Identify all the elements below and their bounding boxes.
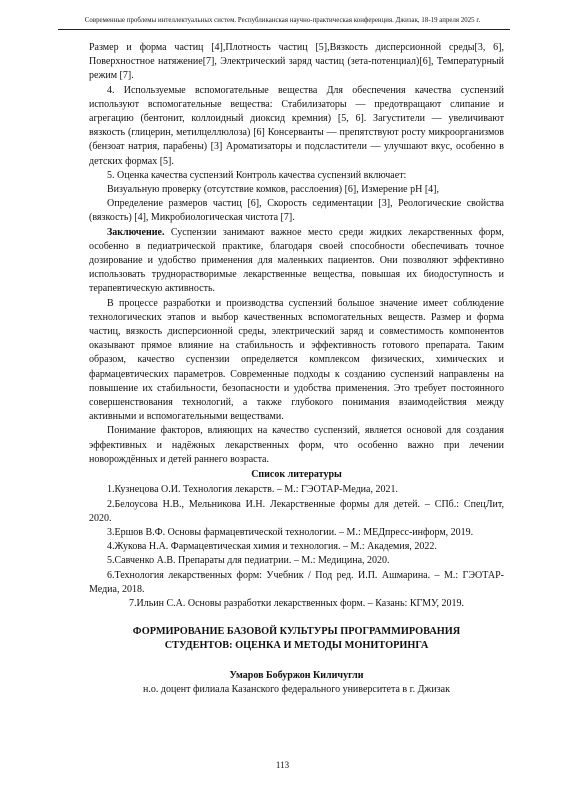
conclusion-paragraph [89, 226, 504, 297]
next-article-title-line: СТУДЕНТОВ: ОЦЕНКА И МЕТОДЫ МОНИТОРИНГА [164, 640, 429, 652]
body-paragraph: Размер и форма частиц [4],Плотность частиц [5],Вязкость дисперсионной среды[3, 6], Поверхностное натяжение[7], Электрический заряд частиц (зета-потенциал)[6], Температурный режим [7]. [89, 42, 504, 82]
running-header: Современные проблемы интеллектуальных систем. Республиканская научно-практическая конференция. Джизак, 18-19 апреля 2025 г. [84, 17, 481, 24]
reference-item: 1.Кузнецова О.И. Технология лекарств. – М.: ГЭОТАР-Медиа, 2021. [107, 484, 398, 496]
references-title: Список литературы [251, 469, 342, 481]
next-article-title-line: ФОРМИРОВАНИЕ БАЗОВОЙ КУЛЬТУРЫ ПРОГРАММИРОВАНИЯ [132, 626, 461, 638]
body-paragraph: Понимание факторов, влияющих на качество суспензий, является основой для создания эффективных и надёжных лекарственных форм, что особенно важно при лечении новорождённых и детей раннего возраста. [89, 425, 504, 465]
conclusion-label: Заключение. [107, 226, 165, 238]
conclusion-text: Суспензии занимают важное место среди жидких лекарственных форм, особенно в педиатрической практике, благодаря своей способности обеспечивать точное дозирование и удобство применения для маленьких пациентов. Они позволяют эффективно использовать труднорастворимые лекарственные вещества, повышая их биодоступность и терапевтическую активность. [89, 226, 504, 295]
reference-item: 7.Ильин С.А. Основы разработки лекарственных форм. – Казань: КГМУ, 2019. [129, 597, 464, 609]
body-paragraph: 4. Используемые вспомогательные вещества Для обеспечения качества суспензий используют вспомогательные вещества: Стабилизаторы — предотвращают слипание и агрегацию (бентонит, коллоидный диоксид кремния) [5, 6]. Загустители — увеличивают вязкость (глицерин, метилцеллюлоза) [6] Консерванты — препятствуют росту микроорганизмов (бензоат натрия, парабены) [3] Ароматизаторы и подсластители — улучшают вкус, особенно в детских формах [5]. [89, 84, 504, 167]
article-body [89, 41, 504, 698]
page-number: 113 [275, 760, 290, 770]
reference-item: 4.Жукова Н.А. Фармацевтическая химия и технология. – М.: Академия, 2022. [107, 541, 437, 553]
reference-item: 3.Ершов В.Ф. Основы фармацевтической технологии. – М.: МЕДпресс-информ, 2019. [107, 526, 474, 538]
next-article-title [89, 625, 504, 653]
author-affiliation: н.о. доцент филиала Казанского федерального университета в г. Джизак [143, 684, 450, 696]
author-name: Умаров Бобуржон Киличугли [229, 670, 364, 682]
reference-item: 5.Савченко А.В. Препараты для педиатрии. – М.: Медицина, 2020. [107, 555, 390, 567]
body-paragraph: Визуальную проверку (отсутствие комков, расслоения) [6], Измерение pH [4], [107, 184, 439, 196]
body-paragraph: 5. Оценка качества суспензий Контроль качества суспензий включает: [107, 169, 407, 181]
body-paragraph: В процессе разработки и производства суспензий большое значение имеет соблюдение технологических этапов и выбор качественных вспомогательных веществ. Размер и форма частиц, вязкость дисперсионной среды, электрический заряд и совместимость компонентов оказывают прямое влияние на стабильность и эффективность готового препарата. Таким образом, качество суспензии определяется комплексом физических, химических и фармацевтических параметров. Современные подходы к созданию суспензий направлены на повышение их стабильности, безопасности и удобства применения. Это требует постоянного совершенствования технологий, а также глубокого понимания взаимодействия между активными и вспомогательными веществами. [89, 297, 504, 423]
reference-item: 6.Технология лекарственных форм: Учебник / Под ред. И.П. Ашмарина. – М.: ГЭОТАР-Медиа, 2018. [89, 569, 504, 595]
reference-item: 2.Белоусова Н.В., Мельникова И.Н. Лекарственные формы для детей. – СПб.: СпецЛит, 2020. [89, 498, 504, 524]
body-paragraph: Определение размеров частиц [6], Скорость седиментации [3], Реологические свойства (вязкость) [4], Микробиологическая чистота [7]. [89, 198, 504, 224]
header-rule [58, 29, 510, 30]
